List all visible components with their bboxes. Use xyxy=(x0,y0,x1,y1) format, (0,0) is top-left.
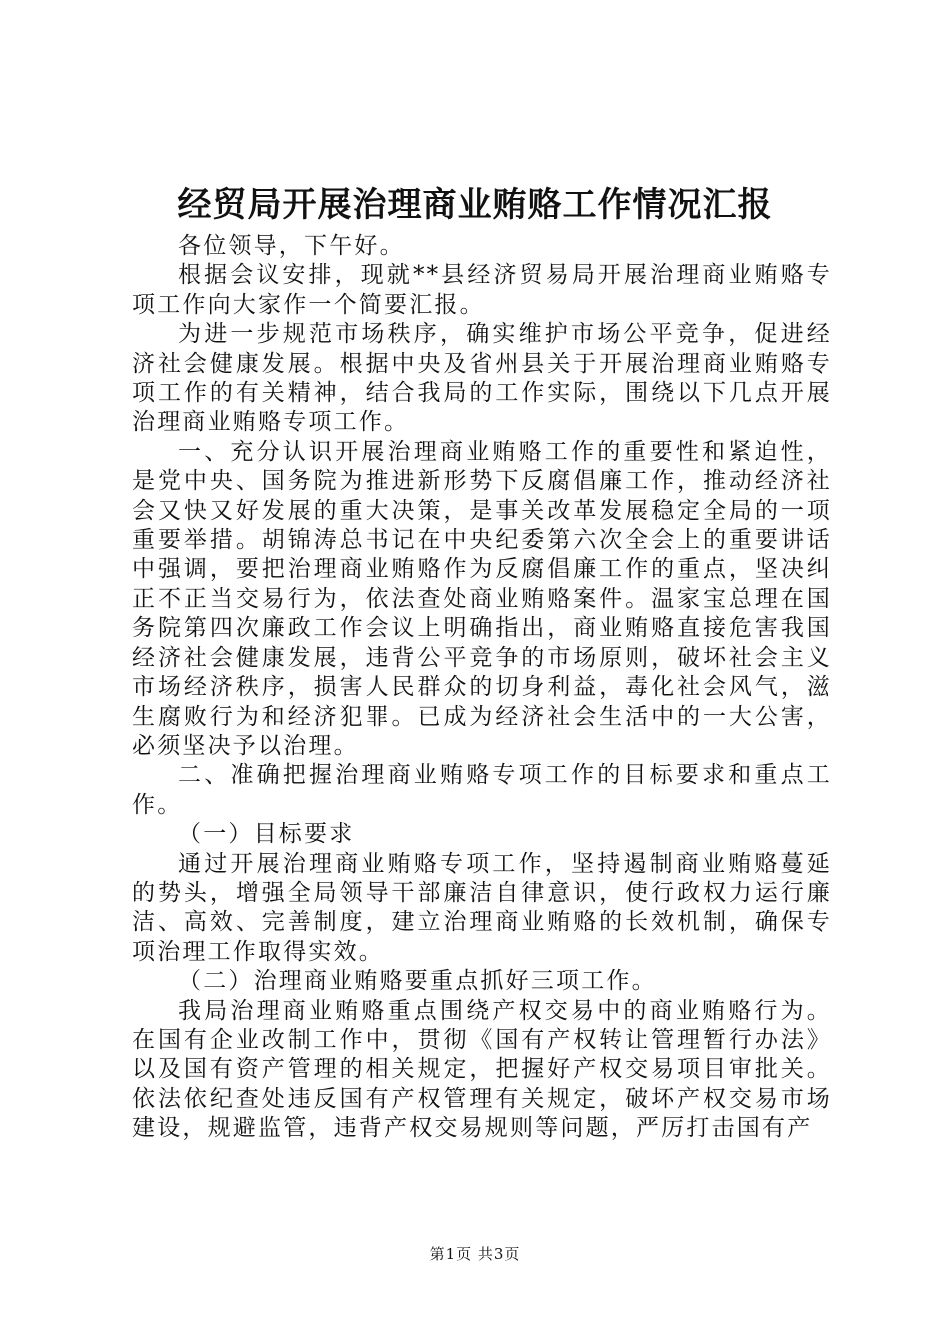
paragraph-greeting: 各位领导，下午好。 xyxy=(178,233,405,259)
paragraph-section-two-heading: 二、准确把握治理商业贿赂专项工作的目标要求和重点工作。 xyxy=(132,762,832,818)
paragraph-purpose: 为进一步规范市场秩序，确实维护市场公平竞争，促进经济社会健康发展。根据中央及省州县关于开展治理商业贿赂专项工作的有关精神，结合我局的工作实际，围绕以下几点开展治理商业贿赂专项工作。 xyxy=(132,321,832,436)
paragraph-subheading-key-work: （二）治理商业贿赂要重点抓好三项工作。 xyxy=(178,968,657,995)
document-body xyxy=(132,232,832,1144)
document-title: 经贸局开展治理商业贿赂工作情况汇报 xyxy=(177,185,773,225)
paragraph-section-one: 一、充分认识开展治理商业贿赂工作的重要性和紧迫性，是党中央、国务院为推进新形势下反腐倡廉工作，推动经济社会又快又好发展的重大决策，是事关改革发展稳定全局的一项重要举措。胡锦涛总书记在中央纪委第六次全会上的重要讲话中强调，要把治理商业贿赂作为反腐倡廉工作的重点，坚决纠正不正当交易行为，依法查处商业贿赂案件。温家宝总理在国务院第四次廉政工作会议上明确指出，商业贿赂直接危害我国经济社会健康发展，违背公平竞争的市场原则，破坏社会主义市场经济秩序，损害人民群众的切身利益，毒化社会风气，滋生腐败行为和经济犯罪。已成为经济社会生活中的一大公害，必须坚决予以治理。 xyxy=(132,438,832,759)
paragraph-goals: 通过开展治理商业贿赂专项工作，坚持遏制商业贿赂蔓延的势头，增强全局领导干部廉洁自律意识，使行政权力运行廉洁、高效、完善制度，建立治理商业贿赂的长效机制，确保专项治理工作取得实效。 xyxy=(132,850,832,965)
paragraph-key-work: 我局治理商业贿赂重点围绕产权交易中的商业贿赂行为。在国有企业改制工作中，贯彻《国有产权转让管理暂行办法》以及国有资产管理的相关规定，把握好产权交易项目审批关。依法依纪查处违反国有产权管理有关规定，破坏产权交易市场建设，规避监管，违背产权交易规则等问题，严厉打击国有产 xyxy=(132,997,832,1142)
paragraph-intro: 根据会议安排，现就**县经济贸易局开展治理商业贿赂专项工作向大家作一个简要汇报。 xyxy=(132,262,832,318)
page-number-footer: 第1页 共3页 xyxy=(429,1245,521,1263)
paragraph-subheading-goals: （一）目标要求 xyxy=(178,821,355,848)
